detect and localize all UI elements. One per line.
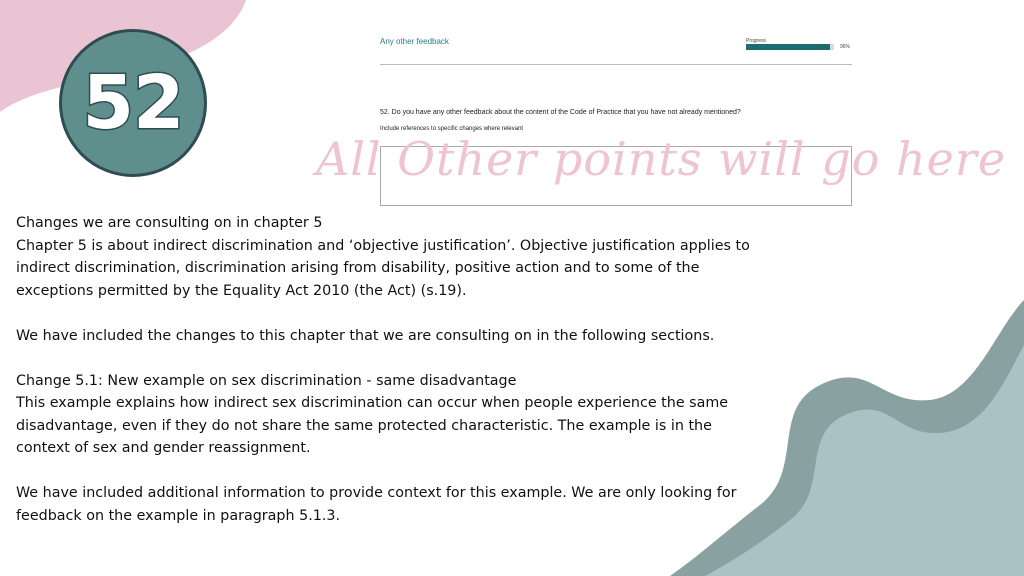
survey-page-title: Any other feedback [380, 37, 449, 46]
header-divider [380, 64, 852, 65]
sections-note: We have included the changes to this chapter that we are consulting on in the following sections. [16, 327, 715, 344]
question-hint: Include references to specific changes where relevant [380, 126, 524, 132]
slide-number-badge [59, 29, 207, 177]
progress-bar [746, 44, 834, 50]
chapter-intro: Chapter 5 is about indirect discrimination and ‘objective justification’. Objective justification applies to indirect discrimination, discrimination arising from disability, positive action and to some of the exceptions permitted by the Equality Act 2010 (the Act) (s.19). [16, 237, 750, 299]
change-heading: Change 5.1: New example on sex discrimination - same disadvantage [16, 372, 517, 389]
body-text [16, 212, 756, 527]
progress-label: Progress [746, 38, 767, 44]
question-text: 52. Do you have any other feedback about the content of the Code of Practice that you have not already mentioned? [380, 109, 741, 116]
chapter-heading: Changes we are consulting on in chapter 5 [16, 215, 323, 231]
intro-block [16, 212, 756, 302]
closing-note: We have included additional information to provide context for this example. We are only looking for feedback on the example in paragraph 5.1.3. [16, 485, 737, 524]
progress-bar-fill [746, 44, 830, 50]
progress-percent: 96% [840, 44, 851, 50]
change-description: This example explains how indirect sex discrimination can occur when people experience the same disadvantage, even if they do not share the same protected characteristic. The example is in the context of sex and gender reassignment. [16, 395, 729, 456]
change-block [16, 370, 756, 460]
slide-number: 52 [82, 60, 184, 146]
placeholder-script-text: All Other points will go here [316, 132, 1007, 186]
